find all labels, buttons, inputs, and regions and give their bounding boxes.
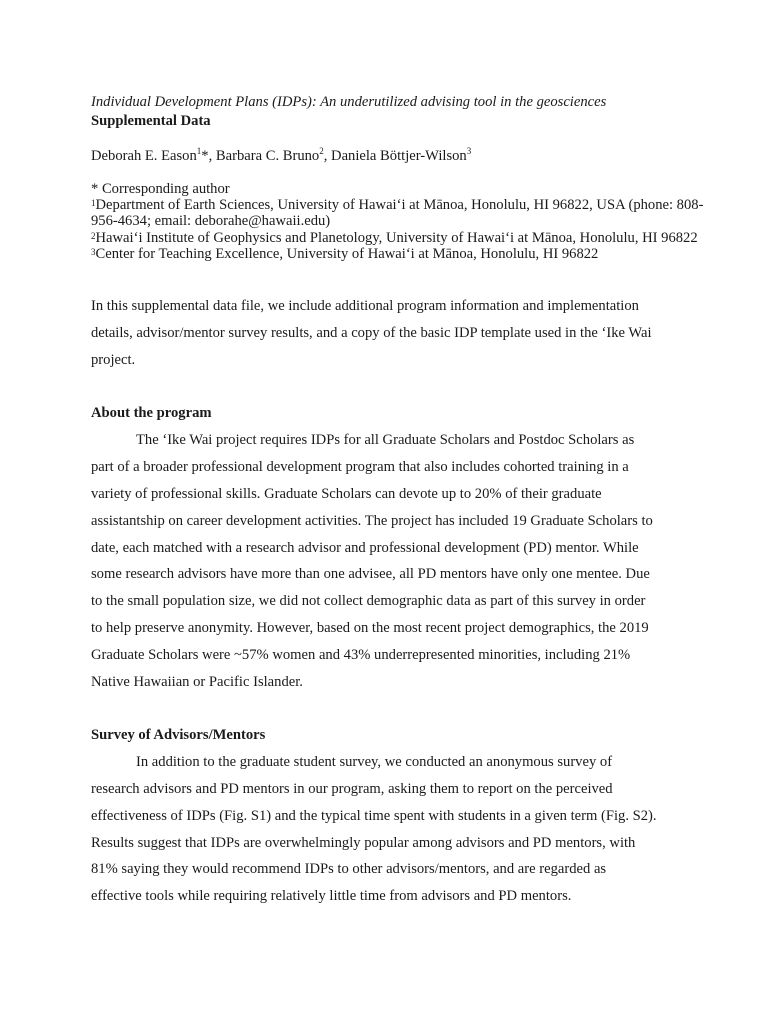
section-heading: About the program	[91, 405, 212, 421]
paper-title: Individual Development Plans (IDPs): An underutilized advising tool in the geosciences	[91, 94, 607, 110]
body-line: Native Hawaiian or Pacific Islander.	[91, 674, 303, 690]
body-line: 81% saying they would recommend IDPs to other advisors/mentors, and are regarded as	[91, 861, 607, 877]
author-affil-sup: 1	[196, 146, 202, 156]
affiliation-line	[91, 213, 330, 229]
body-line: to the small population size, we did not collect demographic data as part of this survey in order	[91, 593, 646, 609]
intro-line: details, advisor/mentor survey results, and a copy of the basic IDP template used in the ʻIke Wai	[91, 325, 652, 341]
affiliation-text: Hawaiʻi Institute of Geophysics and Planetology, University of Hawaiʻi at Mānoa, Honolulu, HI 96822	[95, 230, 698, 246]
affiliation-line	[91, 197, 703, 213]
affiliation-text: 956-4634; email: deborahe@hawaii.edu)	[91, 213, 331, 229]
body-line: assistantship on career development activities. The project has included 19 Graduate Scholars to	[91, 513, 653, 529]
author-affil-sup: 2	[319, 146, 324, 156]
affiliation-sup: 3	[91, 247, 96, 257]
body-line: effective tools while requiring relatively little time from advisors and PD mentors.	[91, 888, 572, 904]
intro-line: project.	[91, 352, 136, 368]
body-line: variety of professional skills. Graduate Scholars can devote up to 20% of their graduate	[91, 486, 602, 502]
corresponding-author-note: * Corresponding author	[91, 181, 230, 197]
section-heading: Survey of Advisors/Mentors	[91, 727, 266, 743]
body-line: effectiveness of IDPs (Fig. S1) and the typical time spent with students in a given term (Fig. S2).	[91, 808, 657, 824]
body-line: to help preserve anonymity. However, based on the most recent project demographics, the 2019	[91, 620, 649, 636]
affiliation-line	[91, 230, 698, 246]
body-line: The ʻIke Wai project requires IDPs for all Graduate Scholars and Postdoc Scholars as	[136, 432, 635, 448]
affiliation-line	[91, 246, 598, 262]
body-line: some research advisors have more than one advisee, all PD mentors have only one mentee. Due	[91, 566, 650, 582]
author-name: Barbara C. Bruno	[215, 148, 320, 164]
paper-subtitle: Supplemental Data	[91, 113, 211, 129]
body-line: In addition to the graduate student survey, we conducted an anonymous survey of	[136, 754, 613, 770]
body-line: part of a broader professional development program that also includes cohorted training in a	[91, 459, 629, 475]
affiliation-text: Center for Teaching Excellence, University of Hawaiʻi at Mānoa, Honolulu, HI 96822	[95, 246, 599, 262]
author-name: Deborah E. Eason	[91, 148, 197, 164]
affiliation-text: Department of Earth Sciences, University of Hawaiʻi at Mānoa, Honolulu, HI 96822, USA (phone: 808-	[95, 197, 704, 213]
affiliation-sup: 1	[91, 198, 96, 208]
body-line: research advisors and PD mentors in our program, asking them to report on the perceived	[91, 781, 613, 797]
intro-line: In this supplemental data file, we include additional program information and implementation	[91, 298, 639, 314]
author-sep: *,	[201, 148, 216, 164]
author-affil-sup: 3	[466, 146, 472, 156]
body-line: Graduate Scholars were ~57% women and 43% underrepresented minorities, including 21%	[91, 647, 631, 663]
affiliation-sup: 2	[91, 231, 96, 241]
author-name: Daniela Böttjer-Wilson	[331, 148, 467, 164]
author-sep: ,	[323, 148, 332, 164]
body-line: Results suggest that IDPs are overwhelmingly popular among advisors and PD mentors, with	[91, 835, 636, 851]
author-list	[91, 148, 471, 165]
body-line: date, each matched with a research advisor and professional development (PD) mentor. While	[91, 540, 639, 556]
